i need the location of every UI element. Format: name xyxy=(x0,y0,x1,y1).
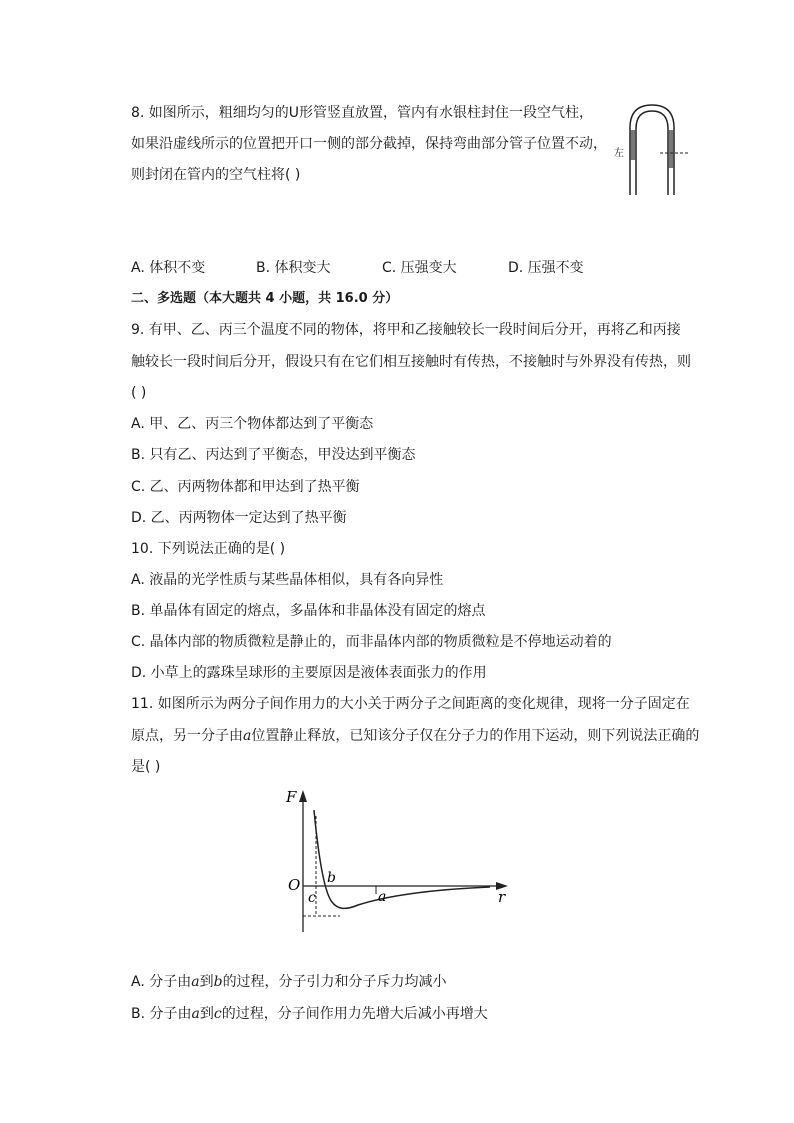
graph-label-c: c xyxy=(308,890,316,906)
q8-stem-line-2: 如果沿虚线所示的位置把开口一侧的部分截掉，保持弯曲部分管子位置不动， xyxy=(131,136,607,152)
q8-option-a: A. 体积不变 xyxy=(131,260,206,276)
q11-optB-mid: 到 xyxy=(199,1006,214,1022)
figure-label-left: 左 xyxy=(614,148,624,159)
q11-optB-pre: B. 分子由 xyxy=(131,1006,192,1022)
q11-stem-line-2 xyxy=(131,726,699,746)
q9-option-b: B. 只有乙、丙达到了平衡态，甲没达到平衡态 xyxy=(131,447,416,463)
q11-optA-v1: a xyxy=(191,974,200,990)
q10-option-c: C. 晶体内部的物质微粒是静止的，而非晶体内部的物质微粒是不停地运动着的 xyxy=(131,634,612,650)
q11-optA-pre: A. 分子由 xyxy=(131,974,192,990)
q10-option-d: D. 小草上的露珠呈球形的主要原因是液体表面张力的作用 xyxy=(131,665,487,681)
q8-option-b: B. 体积变大 xyxy=(256,260,331,276)
graph-label-a: a xyxy=(378,889,387,905)
q8-stem-line-1: 8. 如图所示，粗细均匀的U形管竖直放置，管内有水银柱封住一段空气柱， xyxy=(131,105,594,121)
q9-stem-line-1: 9. 有甲、乙、丙三个温度不同的物体，将甲和乙接触较长一段时间后分开，再将乙和丙接 xyxy=(131,322,681,338)
q9-stem-line-2: 触较长一段时间后分开，假设只有在它们相互接触时有传热，不接触时与外界没有传热，则 xyxy=(131,354,691,370)
q11-line2-part2: 位置静止释放，已知该分子仅在分子力的作用下运动，则下列说法正确的 xyxy=(251,728,700,744)
q11-optB-v1: a xyxy=(191,1006,200,1022)
q11-optA-mid: 到 xyxy=(199,974,214,990)
q11-option-a xyxy=(131,972,447,992)
q10-option-a: A. 液晶的光学性质与某些晶体相似，具有各向异性 xyxy=(131,572,444,588)
q11-line2-var: a xyxy=(243,728,252,744)
u-tube-figure xyxy=(612,100,692,200)
q10-stem: 10. 下列说法正确的是( ) xyxy=(131,541,286,557)
force-distance-graph xyxy=(280,782,520,942)
q9-option-c: C. 乙、丙两物体都和甲达到了热平衡 xyxy=(131,479,360,495)
q11-optB-post: 的过程，分子间作用力先增大后减小再增大 xyxy=(221,1006,488,1022)
graph-label-r: r xyxy=(498,888,506,906)
q8-option-d: D. 压强不变 xyxy=(508,260,584,276)
q11-stem-line-1: 11. 如图所示为两分子间作用力的大小关于两分子之间距离的变化规律，现将一分子固定在 xyxy=(131,696,690,712)
section-title: 二、多选题（本大题共 4 小题，共 16.0 分） xyxy=(131,291,399,306)
q10-option-b: B. 单晶体有固定的熔点，多晶体和非晶体没有固定的熔点 xyxy=(131,603,486,619)
graph-label-O: O xyxy=(288,876,301,894)
graph-label-F: F xyxy=(286,788,297,806)
q9-option-d: D. 乙、丙两物体一定达到了热平衡 xyxy=(131,510,347,526)
q11-optA-post: 的过程，分子引力和分子斥力均减小 xyxy=(222,974,447,990)
q11-line2-part1: 原点，另一分子由 xyxy=(131,728,243,744)
q8-option-c: C. 压强变大 xyxy=(382,260,457,276)
q9-stem-line-3: ( ) xyxy=(131,385,147,401)
q11-optA-v2: b xyxy=(213,974,223,990)
q8-stem-line-3: 则封闭在管内的空气柱将( ) xyxy=(131,167,301,183)
q11-optB-v2: c xyxy=(213,1006,222,1022)
q11-option-b xyxy=(131,1004,488,1024)
graph-label-b: b xyxy=(327,870,336,886)
q9-option-a: A. 甲、乙、丙三个物体都达到了平衡态 xyxy=(131,416,374,432)
q11-stem-line-3: 是( ) xyxy=(131,759,161,775)
